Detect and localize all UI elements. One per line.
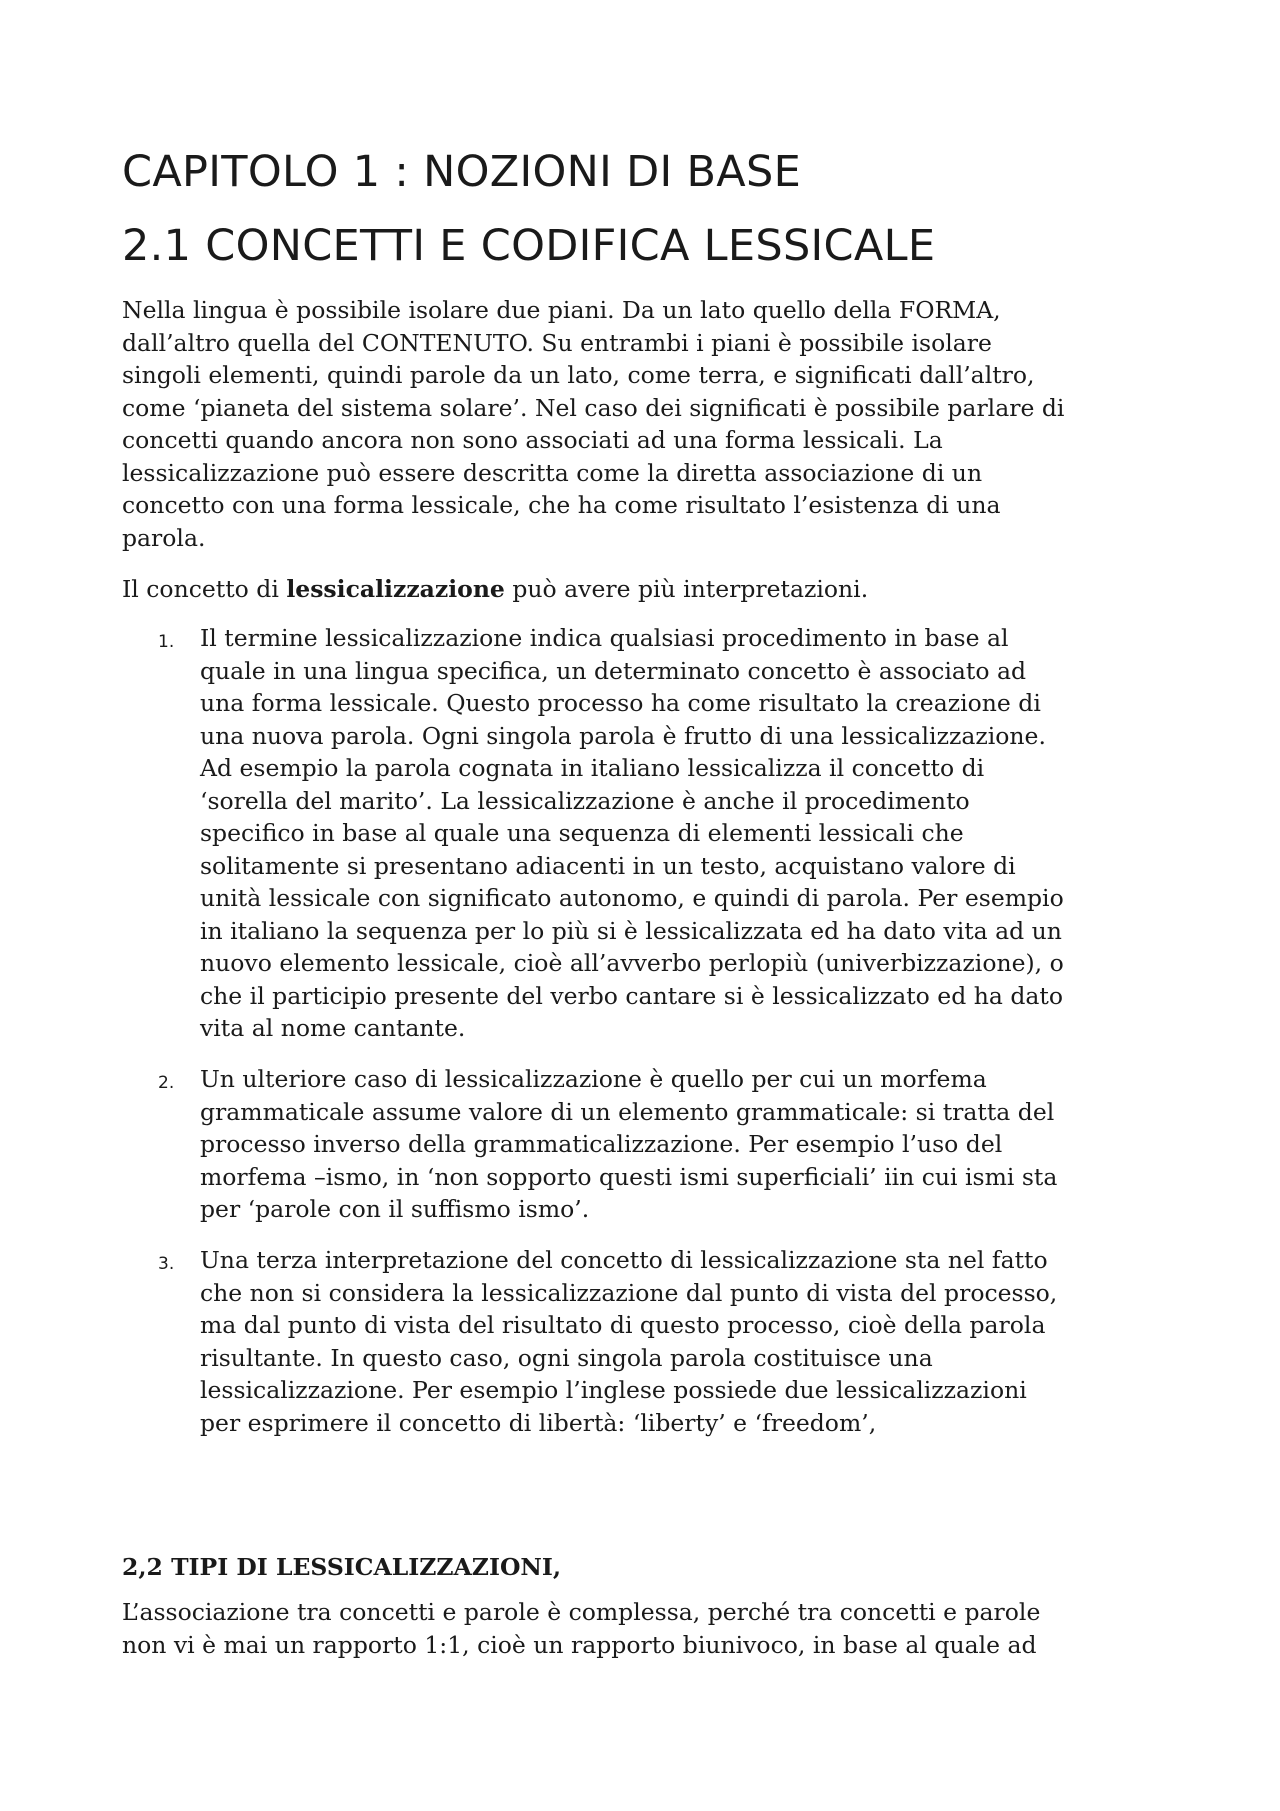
list-line: nuovo elemento lessicale, cioè all’avverbo perlopiù (univerbizzazione), o: [200, 949, 1064, 977]
list-line: specifico in base al quale una sequenza di elementi lessicali che: [200, 819, 964, 847]
list-line: grammaticale assume valore di un elemento grammaticale: si tratta del: [200, 1097, 1055, 1126]
intro-line: parola.: [122, 523, 206, 552]
intro-line: concetti quando ancora non sono associati ad una forma lessicali. La: [122, 426, 943, 454]
list-line: che non si considera la lessicalizzazione dal punto di vista del processo,: [200, 1278, 1058, 1307]
intro-line: Nella lingua è possibile isolare due piani. Da un lato quello della FORMA,: [122, 296, 1001, 324]
concept-paragraph: [122, 573, 868, 606]
closing-line: non vi è mai un rapporto 1:1, cioè un rapporto biunivoco, in base al quale ad: [122, 1630, 1037, 1659]
list-item-number: 1.: [158, 632, 175, 652]
list-line: lessicalizzazione. Per esempio l’inglese possiede due lessicalizzazioni: [200, 1376, 1027, 1404]
list-line: per esprimere il concetto di libertà: ‘liberty’ e ‘freedom’,: [200, 1408, 877, 1437]
list-line: morfema –ismo, in ‘non sopporto questi ismi superficiali’ iin cui ismi sta: [200, 1162, 1058, 1191]
list-line: ma dal punto di vista del risultato di questo processo, cioè della parola: [200, 1311, 1046, 1339]
list-item-text: [200, 1063, 1200, 1226]
list-item-number: 3.: [158, 1254, 175, 1274]
subsection-title: 2,2 TIPI DI LESSICALIZZAZIONI,: [122, 1553, 562, 1581]
intro-line: dall’altro quella del CONTENUTO. Su entrambi i piani è possibile isolare: [122, 328, 992, 357]
closing-paragraph: [122, 1596, 1182, 1661]
list-line: risultante. In questo caso, ogni singola parola costituisce una: [200, 1343, 933, 1372]
closing-line: L’associazione tra concetti e parole è complessa, perché tra concetti e parole: [122, 1598, 1041, 1626]
list-line: Un ulteriore caso di lessicalizzazione è quello per cui un morfema: [200, 1065, 987, 1093]
list-line: solitamente si presentano adiacenti in un testo, acquistano valore di: [200, 851, 1016, 880]
list-item-text: [200, 1244, 1200, 1439]
intro-line: singoli elementi, quindi parole da un lato, come terra, e significati dall’altro,: [122, 361, 1035, 389]
list-line: in italiano la sequenza per lo più si è lessicalizzata ed ha dato vita ad un: [200, 916, 1062, 945]
intro-line: lessicalizzazione può essere descritta come la diretta associazione di un: [122, 458, 983, 487]
intro-line: come ‘pianeta del sistema solare’. Nel caso dei significati è possibile parlare di: [122, 393, 1065, 422]
list-line: che il participio presente del verbo cantare si è lessicalizzato ed ha dato: [200, 981, 1063, 1010]
chapter-title: CAPITOLO 1 : NOZIONI DI BASE: [122, 147, 802, 197]
concept-text-after: può avere più interpretazioni.: [504, 575, 869, 603]
concept-text-before: Il concetto di: [122, 575, 287, 603]
list-line: una nuova parola. Ogni singola parola è frutto di una lessicalizzazione.: [200, 721, 1046, 750]
list-line: una forma lessicale. Questo processo ha come risultato la creazione di: [200, 689, 1041, 717]
list-item-text: [200, 622, 1200, 1045]
list-line: vita al nome cantante.: [200, 1014, 466, 1042]
intro-paragraph: [122, 294, 1182, 554]
intro-line: concetto con una forma lessicale, che ha come risultato l’esistenza di una: [122, 491, 1001, 519]
list-line: ‘sorella del marito’. La lessicalizzazione è anche il procedimento: [200, 786, 970, 815]
list-line: Una terza interpretazione del concetto di lessicalizzazione sta nel fatto: [200, 1246, 1048, 1274]
list-line: quale in una lingua specifica, un determinato concetto è associato ad: [200, 656, 1027, 685]
list-line: per ‘parole con il suffismo ismo’.: [200, 1195, 590, 1223]
concept-keyword: lessicalizzazione: [286, 575, 505, 603]
list-line: unità lessicale con significato autonomo, e quindi di parola. Per esempio: [200, 884, 1064, 912]
list-line: processo inverso della grammaticalizzazione. Per esempio l’uso del: [200, 1130, 1003, 1158]
section-title: 2.1 CONCETTI E CODIFICA LESSICALE: [122, 221, 936, 271]
list-line: Ad esempio la parola cognata in italiano lessicalizza il concetto di: [200, 754, 985, 782]
list-item-number: 2.: [158, 1073, 175, 1093]
list-line: Il termine lessicalizzazione indica qualsiasi procedimento in base al: [200, 624, 1009, 652]
